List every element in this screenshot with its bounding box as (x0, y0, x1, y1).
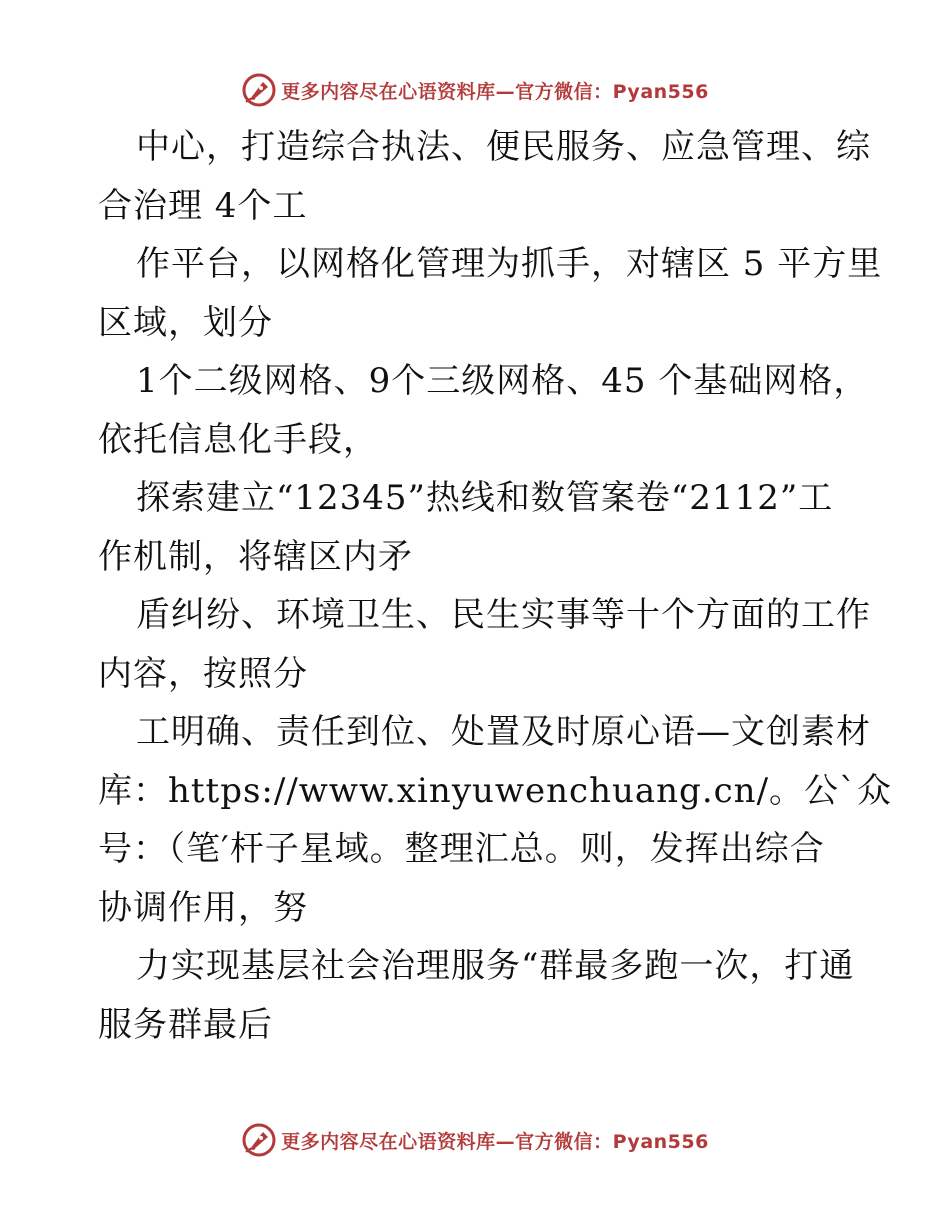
body-line: 中心，打造综合执法、便民服务、应急管理、综 (136, 127, 871, 167)
body-line: 协调作用，努 (98, 887, 308, 928)
footer-banner-text: 更多内容尽在心语资料库—官方微信：Pyan556 (281, 1130, 709, 1153)
body-line: 盾纠纷、环境卫生、民生实事等十个方面的工作 (136, 595, 871, 635)
body-line: 合治理 4个工 (98, 185, 308, 226)
body-line: 依托信息化手段， (98, 419, 378, 460)
footer-banner (0, 1120, 950, 1160)
body-line: 库：https://www.xinyuwenchuang.cn/。公`众 (98, 770, 893, 811)
pen-nib-icon (241, 1122, 277, 1158)
document-body (98, 118, 893, 1054)
body-line: 号：（笔′杆子星域。整理汇总。则，发挥出综合 (98, 829, 825, 869)
body-line: 服务群最后 (98, 1004, 273, 1045)
body-line: 内容，按照分 (98, 653, 308, 694)
body-line: 力实现基层社会治理服务“群最多跑一次，打通 (136, 946, 855, 986)
pen-nib-icon (241, 72, 277, 108)
body-line: 区域，划分 (98, 302, 273, 343)
body-line: 1个二级网格、9个三级网格、45 个基础网格， (136, 361, 869, 401)
body-line: 工明确、责任到位、处置及时原心语—文创素材 (136, 712, 871, 752)
body-line: 作平台，以网格化管理为抓手，对辖区 5 平方里 (136, 244, 883, 284)
body-line: 作机制，将辖区内矛 (98, 536, 413, 577)
header-banner (0, 70, 950, 110)
header-banner-text: 更多内容尽在心语资料库—官方微信：Pyan556 (281, 80, 709, 103)
body-line: 探索建立“12345”热线和数管案卷“2112”工 (136, 478, 834, 518)
